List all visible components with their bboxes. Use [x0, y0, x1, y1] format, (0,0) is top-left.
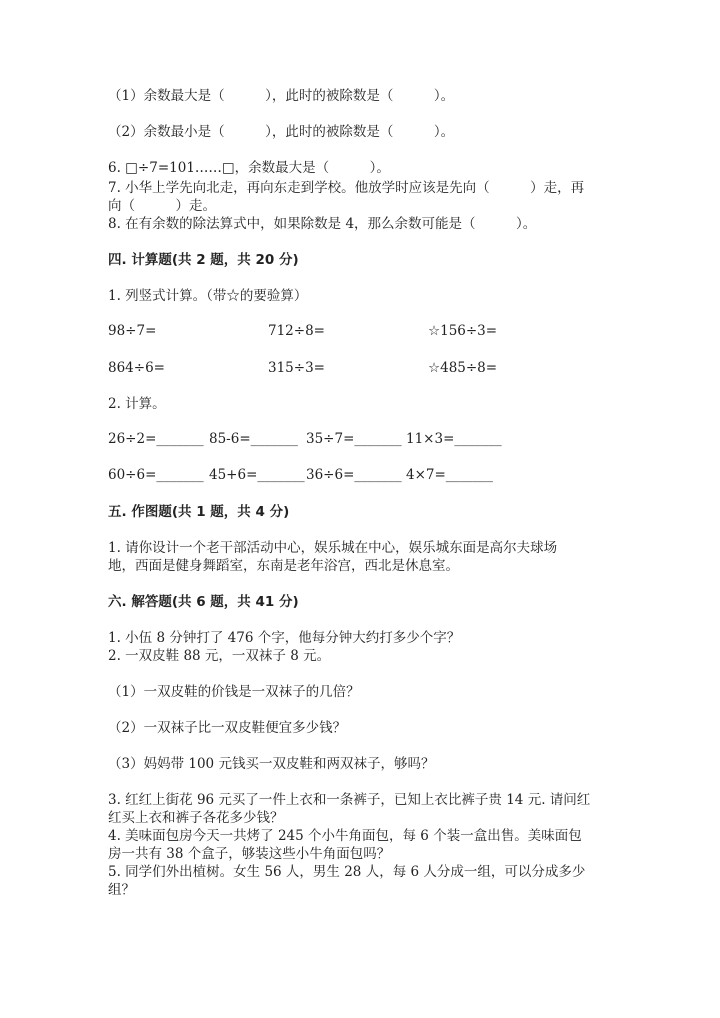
section-6-q5-line2: 组？ — [108, 882, 135, 898]
section-6-q2-3: （3）妈妈带 100 元钱买一双皮鞋和两双袜子，够吗？ — [108, 756, 435, 772]
calc-item: 712÷8= — [268, 323, 325, 339]
calc-blank: 85-6=_______ — [209, 431, 298, 447]
question-7-line2: 向（ ）走。 — [108, 198, 216, 214]
calc-blank: 4×7=_______ — [406, 467, 494, 483]
section-6-q4-line2: 房一共有 38 个盒子，够装这些小牛角面包吗？ — [108, 846, 391, 862]
calc-item: 864÷6= — [108, 360, 165, 376]
calc-blank: 60÷6=_______ — [108, 467, 204, 483]
section-5-title: 五. 作图题(共 1 题，共 4 分) — [108, 504, 290, 520]
section-4-title: 四. 计算题(共 2 题，共 20 分) — [108, 252, 299, 268]
question-5-1: （1）余数最大是（ ），此时的被除数是（ ）。 — [108, 88, 455, 104]
calc-item: ☆156÷3= — [428, 323, 498, 339]
calc-item: 98÷7= — [108, 323, 157, 339]
calc-item: 315÷3= — [268, 360, 325, 376]
section-6-q2-2: （2）一双袜子比一双皮鞋便宜多少钱？ — [108, 720, 347, 736]
question-5-2: （2）余数最小是（ ），此时的被除数是（ ）。 — [108, 124, 455, 140]
section-5-q1-line2: 地，西面是健身舞蹈室，东南是老年浴宫，西北是休息室。 — [108, 558, 459, 574]
section-6-q2: 2. 一双皮鞋 88 元，一双袜子 8 元。 — [108, 648, 331, 664]
section-6-q5-line1: 5. 同学们外出植树。女生 56 人，男生 28 人，每 6 人分成一组，可以分成多少 — [108, 864, 586, 880]
calc-blank: 36÷6=_______ — [306, 467, 402, 483]
section-4-q2: 2. 计算。 — [108, 396, 166, 412]
section-6-q3-line1: 3. 红红上街花 96 元买了一件上衣和一条裤子，已知上衣比裤子贵 14 元. 请问红 — [108, 792, 591, 808]
section-6-q4-line1: 4. 美味面包房今天一共烤了 245 个小牛角面包，每 6 个装一盒出售。美味面包 — [108, 828, 582, 844]
section-6-q3-line2: 红买上衣和裤子各花多少钱？ — [108, 810, 284, 826]
calc-blank: 26÷2=_______ — [108, 431, 204, 447]
calc-item: ☆485÷8= — [428, 360, 498, 376]
section-5-q1-line1: 1. 请你设计一个老干部活动中心，娱乐城在中心，娱乐城东面是高尔夫球场 — [108, 540, 558, 556]
calc-blank: 11×3=_______ — [406, 431, 502, 447]
question-7-line1: 7. 小华上学先向北走，再向东走到学校。他放学时应该是先向（ ）走，再 — [108, 180, 585, 196]
calc-blank: 45+6=_______ — [209, 467, 305, 483]
calc-blank: 35÷7=_______ — [306, 431, 402, 447]
section-6-q2-1: （1）一双皮鞋的价钱是一双袜子的几倍？ — [108, 684, 360, 700]
section-6-title: 六. 解答题(共 6 题，共 41 分) — [108, 594, 299, 610]
section-4-q1: 1. 列竖式计算。（带☆的要验算） — [108, 288, 308, 304]
section-6-q1: 1. 小伍 8 分钟打了 476 个字，他每分钟大约打多少个字？ — [108, 630, 461, 646]
question-6: 6. □÷7=101……□，余数最大是（ ）。 — [108, 160, 390, 176]
question-8: 8. 在有余数的除法算式中，如果除数是 4，那么余数可能是（ ）。 — [108, 216, 537, 232]
